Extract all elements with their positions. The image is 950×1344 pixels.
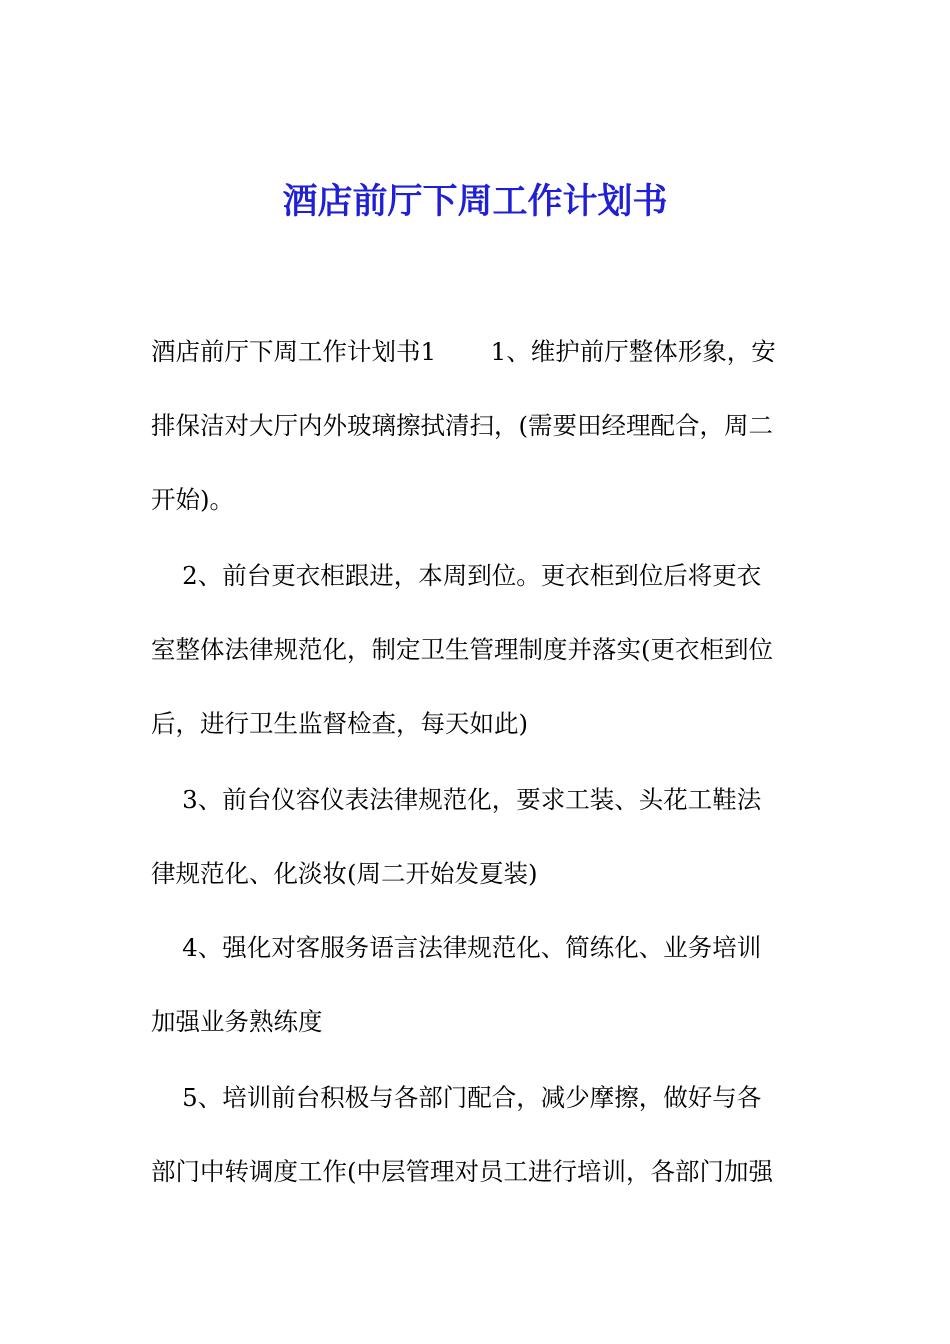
body-line: 酒店前厅下周工作计划书1 1、维护前厅整体形象，安 (151, 337, 776, 366)
body-line: 2、前台更衣柜跟进，本周到位。更衣柜到位后将更衣 (151, 561, 762, 590)
body-line: 后，进行卫生监督检查，每天如此) (151, 709, 529, 738)
body-line: 排保洁对大厅内外玻璃擦拭清扫，(需要田经理配合，周二 (151, 411, 774, 440)
body-line: 加强业务熟练度 (151, 1007, 323, 1036)
body-line: 部门中转调度工作(中层管理对员工进行培训，各部门加强 (151, 1157, 774, 1186)
document-title: 酒店前厅下周工作计划书 (282, 181, 668, 222)
body-line: 4、强化对客服务语言法律规范化、简练化、业务培训 (151, 933, 762, 962)
body-line: 5、培训前台积极与各部门配合，减少摩擦，做好与各 (151, 1083, 762, 1112)
body-line: 3、前台仪容仪表法律规范化，要求工装、头花工鞋法 (151, 785, 762, 814)
body-line: 律规范化、化淡妆(周二开始发夏装) (151, 859, 538, 888)
body-line: 室整体法律规范化，制定卫生管理制度并落实(更衣柜到位 (151, 635, 774, 664)
body-line: 开始)。 (151, 485, 235, 514)
